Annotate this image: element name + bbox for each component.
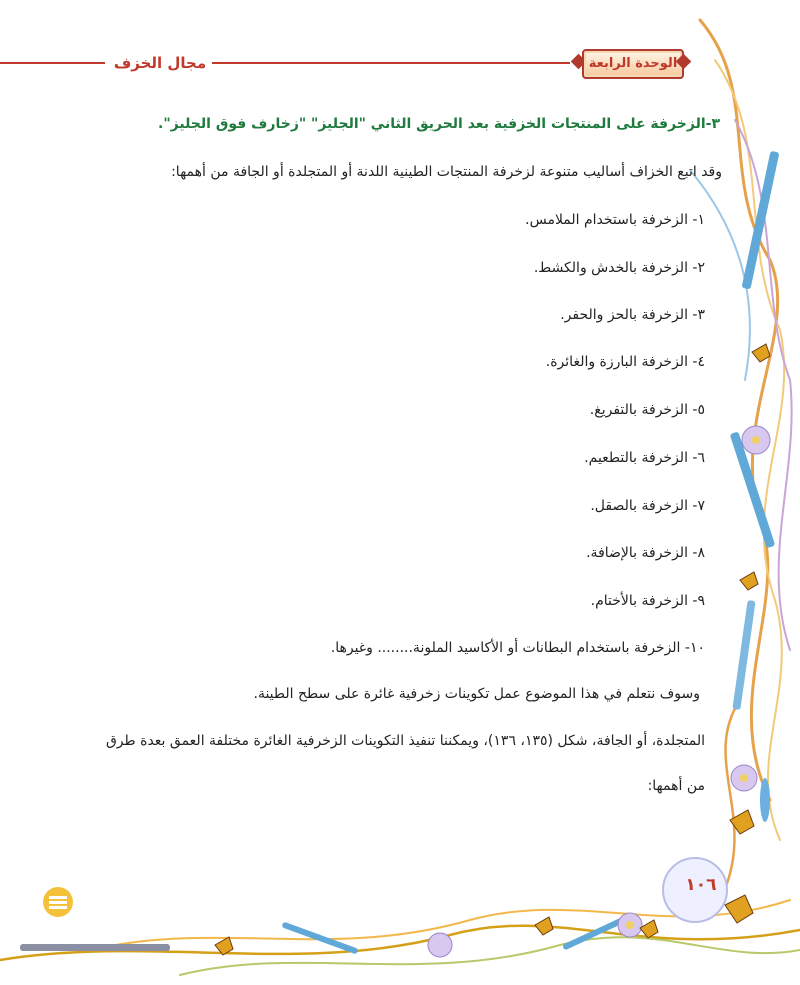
section-heading: ٣-الزخرفة على المنتجات الخزفية بعد الحريق الثاني "الجليز" "زخارف فوق الجليز". xyxy=(158,116,720,132)
paragraph: المتجلدة، أو الجافة، شكل (١٣٥، ١٣٦)، ويمكننا تنفيذ التكوينات الزخرفية الغائرة مختلفة العمق بعدة طرق xyxy=(105,733,705,749)
unit-title: الوحدة الرابعة xyxy=(588,56,678,71)
page-number: ١٠٦ xyxy=(685,875,717,895)
publisher-logo-icon xyxy=(38,880,78,920)
list-item: ٥- الزخرفة بالتفريغ. xyxy=(589,402,705,418)
section-title: مجال الخزف xyxy=(113,54,207,72)
list-item: ٤- الزخرفة البارزة والغائرة. xyxy=(545,354,705,370)
list-item: ٢- الزخرفة بالخدش والكشط. xyxy=(533,260,705,276)
paragraph: من أهمها: xyxy=(647,778,705,794)
intro-paragraph: وقد اتبع الخزاف أساليب متنوعة لزخرفة المنتجات الطينية اللدنة أو المتجلدة أو الجافة من أهمها: xyxy=(171,164,722,180)
paragraph: وسوف نتعلم في هذا الموضوع عمل تكوينات زخرفية غائرة على سطح الطينة. xyxy=(253,686,700,702)
list-item: ٣- الزخرفة بالحز والحفر. xyxy=(560,307,705,323)
list-item: ٩- الزخرفة بالأختام. xyxy=(590,593,705,609)
list-item: ٨- الزخرفة بالإضافة. xyxy=(586,545,705,561)
list-item: ٧- الزخرفة بالصقل. xyxy=(590,498,705,514)
list-item: ١٠- الزخرفة باستخدام البطانات أو الأكاسيد الملونة........ وغيرها. xyxy=(330,640,705,656)
list-item: ١- الزخرفة باستخدام الملامس. xyxy=(525,212,705,228)
list-item: ٦- الزخرفة بالتطعيم. xyxy=(584,450,705,466)
